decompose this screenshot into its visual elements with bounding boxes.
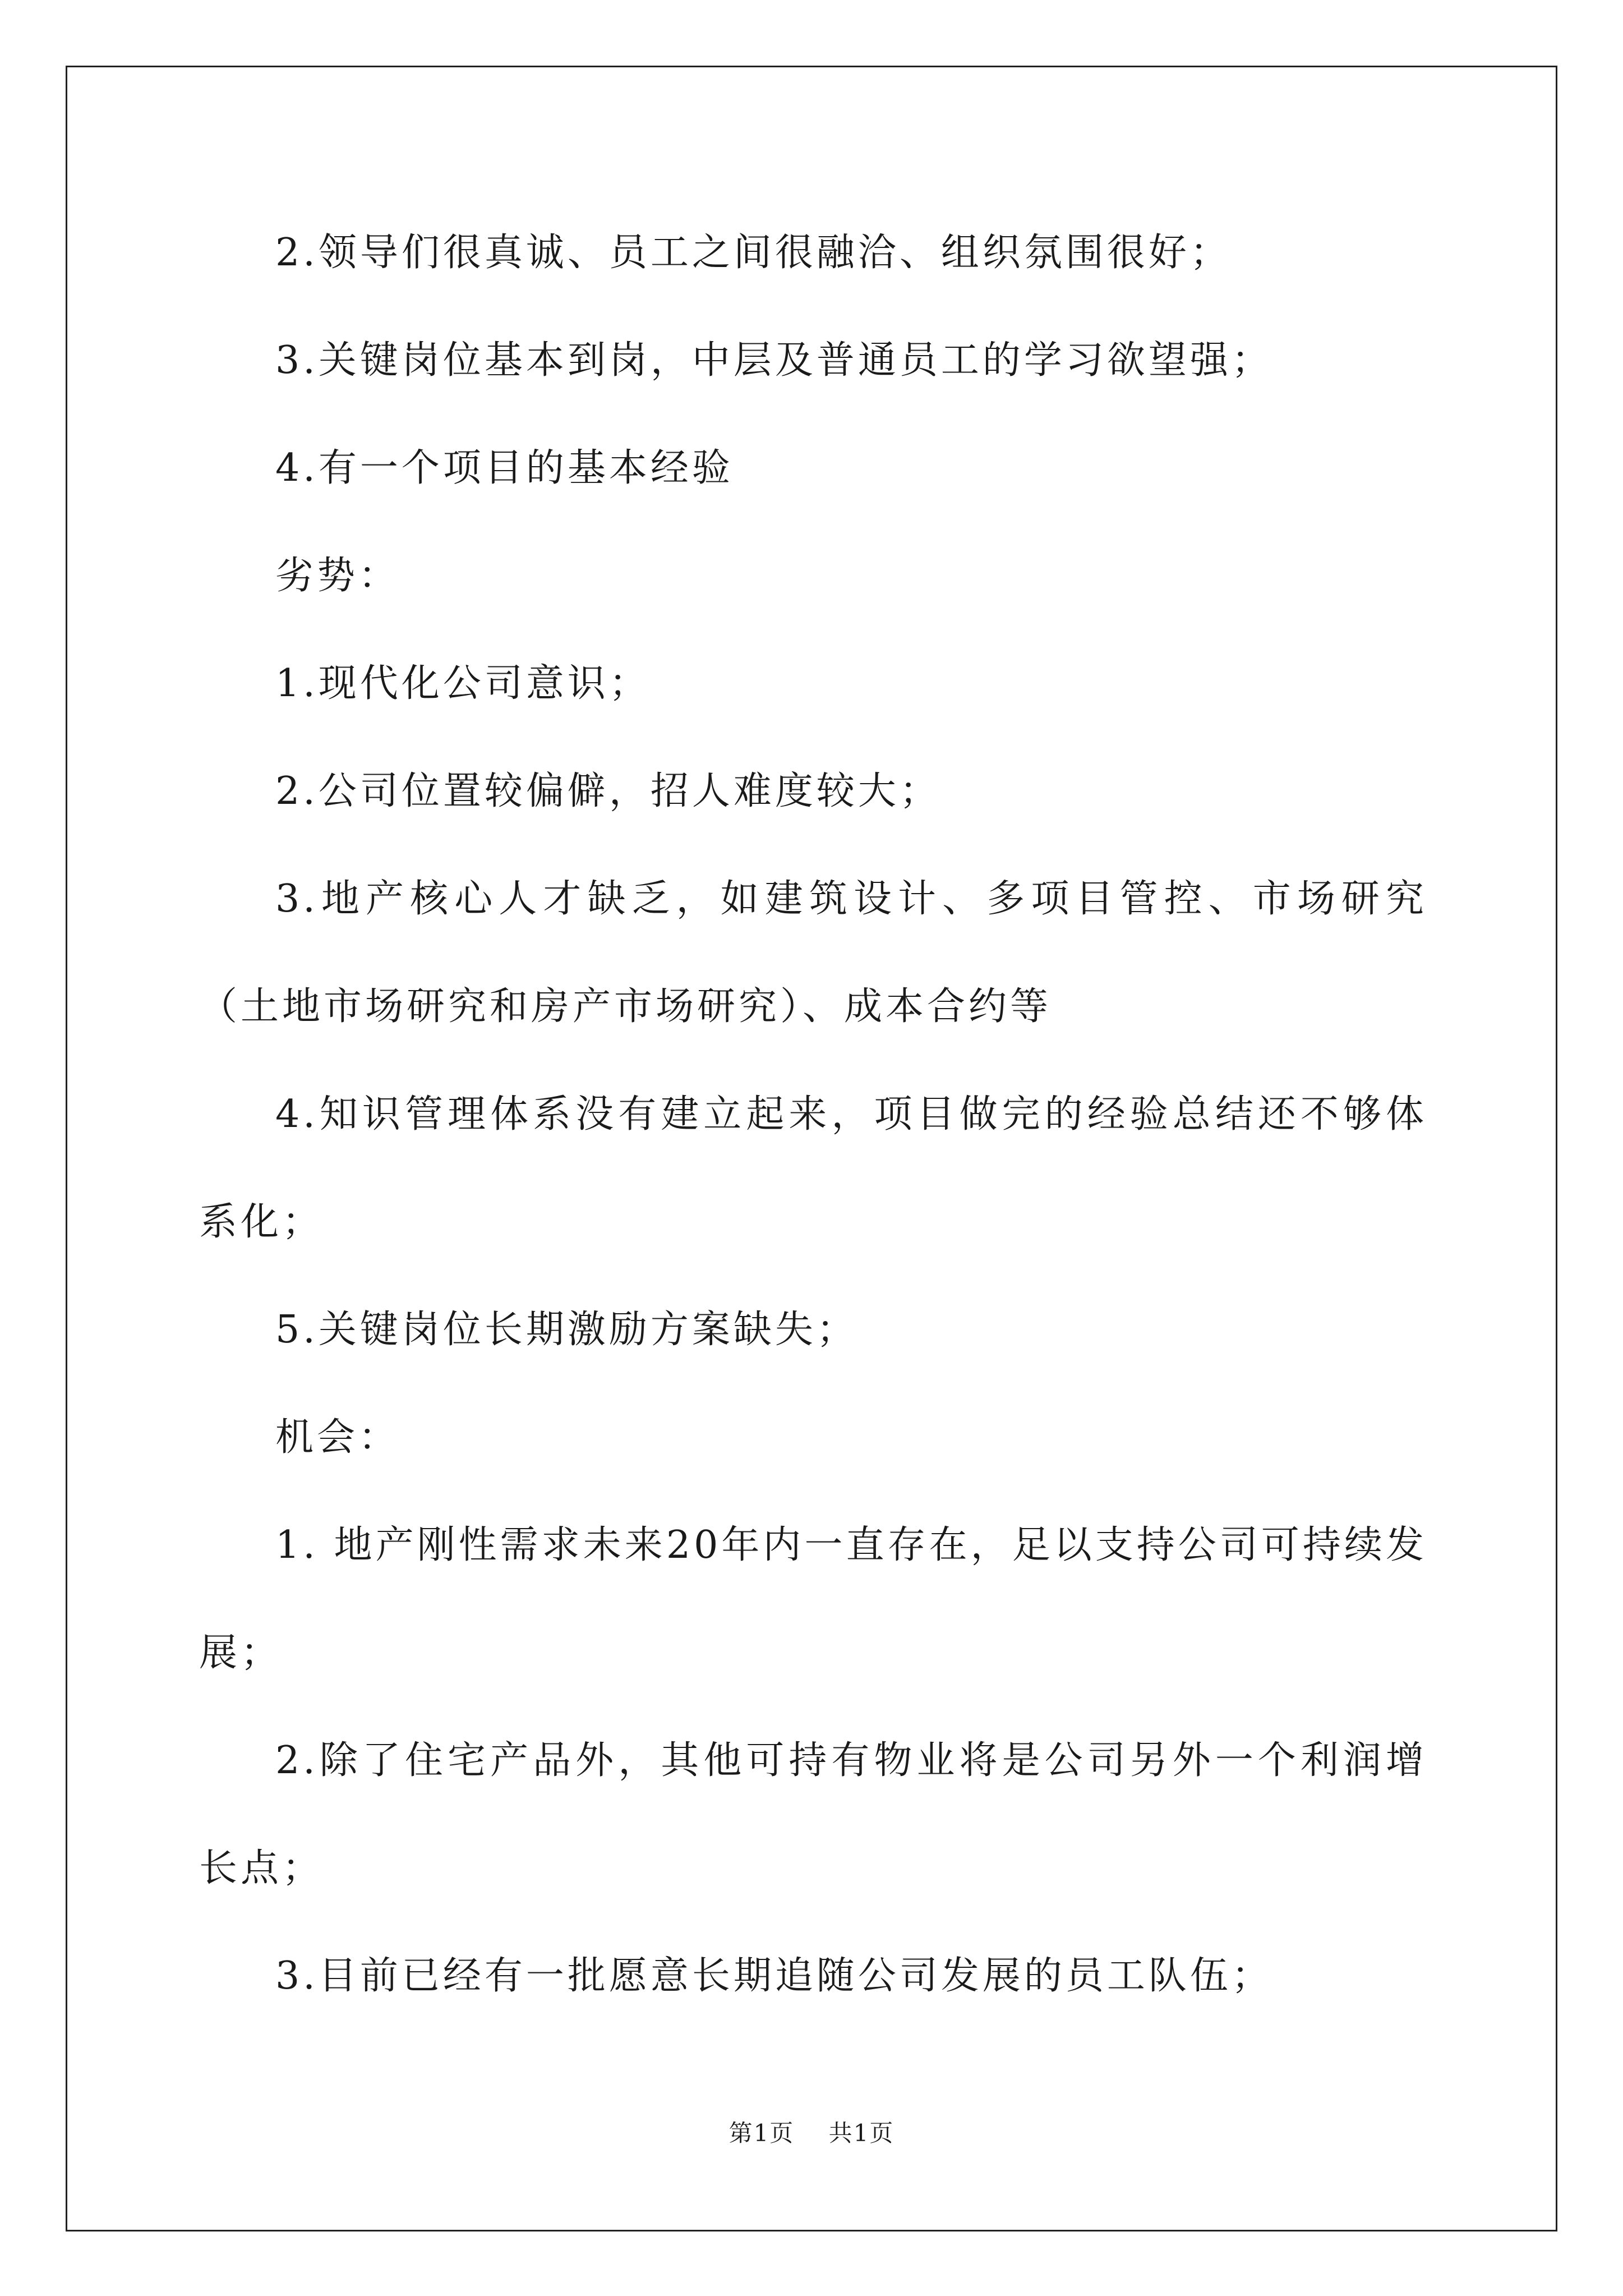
section-heading-opportunities: 机会：	[275, 1415, 400, 1460]
page-number-current: 第1页	[728, 2119, 795, 2147]
paragraph: 4.有一个项目的基本经验	[275, 446, 734, 490]
paragraph: 5.关键岗位长期激励方案缺失；	[275, 1308, 858, 1352]
section-heading-weaknesses: 劣势：	[275, 554, 400, 598]
paragraph: 1. 地产刚性需求未来20年内一直存在，足以支持公司可持续发展；	[199, 1523, 1427, 1675]
paragraph: 3.地产核心人才缺乏，如建筑设计、多项目管控、市场研究（土地市场研究和房产市场研究）、成本合约等	[199, 877, 1427, 1029]
paragraph: 3.关键岗位基本到岗，中层及普通员工的学习欲望强；	[275, 338, 1273, 383]
page-footer	[0, 2115, 1623, 2148]
paragraph: 2.公司位置较偏僻，招人难度较大；	[275, 769, 941, 813]
paragraph: 4.知识管理体系没有建立起来，项目做完的经验总结还不够体系化；	[199, 1092, 1427, 1244]
page-number-total: 共1页	[828, 2119, 895, 2147]
paragraph: 3.目前已经有一批愿意长期追随公司发展的员工队伍；	[275, 1954, 1273, 1998]
paragraph: 1.现代化公司意识；	[275, 661, 651, 706]
paragraph: 2.领导们很真诚、员工之间很融洽、组织氛围很好；	[275, 231, 1232, 275]
document-body	[199, 199, 1427, 2030]
paragraph: 2.除了住宅产品外，其他可持有物业将是公司另外一个利润增长点；	[199, 1738, 1427, 1890]
